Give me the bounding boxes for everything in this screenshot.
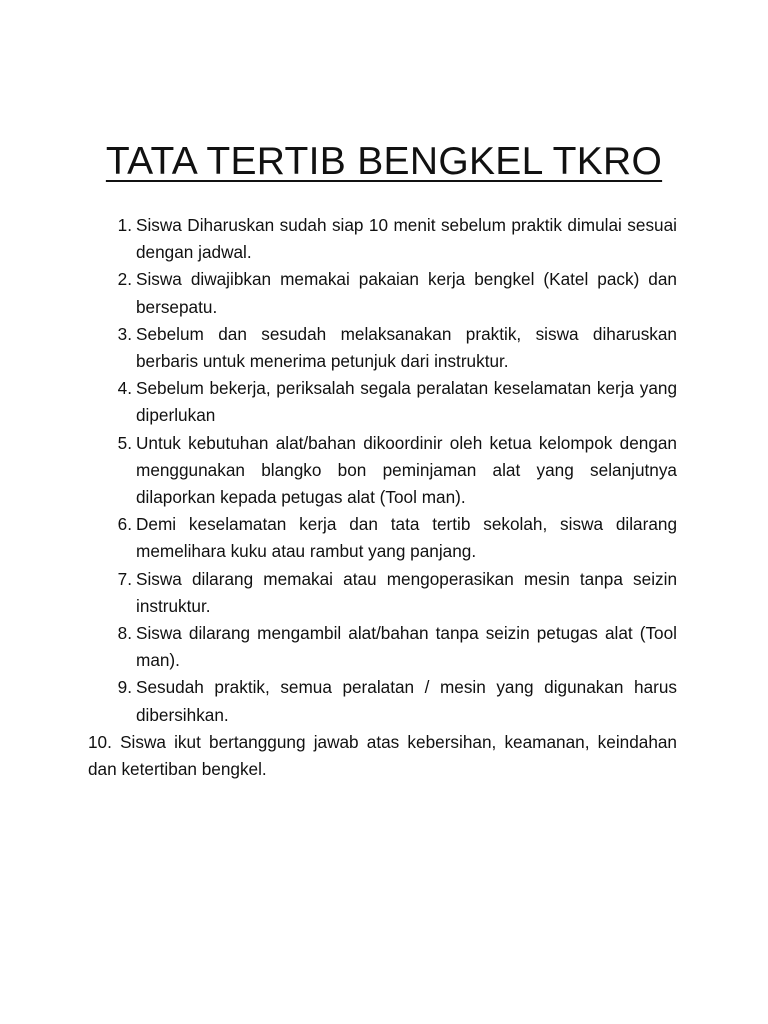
rule-number: 8. bbox=[117, 623, 132, 644]
rule-text: Untuk kebutuhan alat/bahan dikoordinir oleh ketua kelompok dengan menggunakan blangko bon peminjaman alat yang selanjutnya dilaporkan kepada petugas alat (Tool man). bbox=[136, 432, 677, 508]
rule-number: 6. bbox=[117, 514, 132, 535]
rule-number: 5. bbox=[117, 432, 132, 453]
rule-text: Siswa Diharuskan sudah siap 10 menit sebelum praktik dimulai sesuai dengan jadwal. bbox=[136, 215, 677, 263]
document-title bbox=[0, 136, 768, 188]
rule-number: 10. bbox=[88, 731, 112, 752]
rule-number: 4. bbox=[117, 378, 132, 399]
rule-item bbox=[88, 729, 677, 783]
rule-item bbox=[104, 511, 677, 565]
rule-text: Siswa ikut bertanggung jawab atas kebersihan, keamanan, keindahan dan ketertiban bengkel. bbox=[88, 731, 677, 780]
rules-list bbox=[88, 212, 677, 783]
rule-number: 2. bbox=[117, 269, 132, 290]
rule-text: Sebelum dan sesudah melaksanakan praktik, siswa diharuskan berbaris untuk menerima petunjuk dari instruktur. bbox=[136, 323, 677, 372]
rule-text: Siswa dilarang mengambil alat/bahan tanpa seizin petugas alat (Tool man). bbox=[136, 623, 677, 671]
rule-item bbox=[104, 266, 677, 320]
rule-number: 1. bbox=[117, 215, 132, 235]
rule-text: Sebelum bekerja, periksalah segala peralatan keselamatan kerja yang diperlukan bbox=[136, 378, 677, 426]
rule-item bbox=[104, 375, 677, 429]
rule-item bbox=[104, 566, 677, 620]
rule-text: Demi keselamatan kerja dan tata tertib sekolah, siswa dilarang memelihara kuku atau rambut yang panjang. bbox=[136, 514, 677, 562]
rule-number: 9. bbox=[117, 677, 132, 698]
rule-text: Sesudah praktik, semua peralatan / mesin yang digunakan harus dibersihkan. bbox=[136, 677, 677, 725]
rule-item bbox=[104, 430, 677, 512]
rule-number: 7. bbox=[117, 568, 132, 589]
rule-number: 3. bbox=[117, 323, 132, 344]
rule-item bbox=[104, 212, 677, 266]
rule-text: Siswa diwajibkan memakai pakaian kerja bengkel (Katel pack) dan bersepatu. bbox=[136, 269, 677, 317]
document-title-text: TATA TERTIB BENGKEL TKRO bbox=[105, 140, 663, 183]
rule-item bbox=[104, 674, 677, 728]
rule-text: Siswa dilarang memakai atau mengoperasikan mesin tanpa seizin instruktur. bbox=[136, 568, 677, 616]
rule-item bbox=[104, 620, 677, 674]
rule-item bbox=[104, 321, 677, 375]
